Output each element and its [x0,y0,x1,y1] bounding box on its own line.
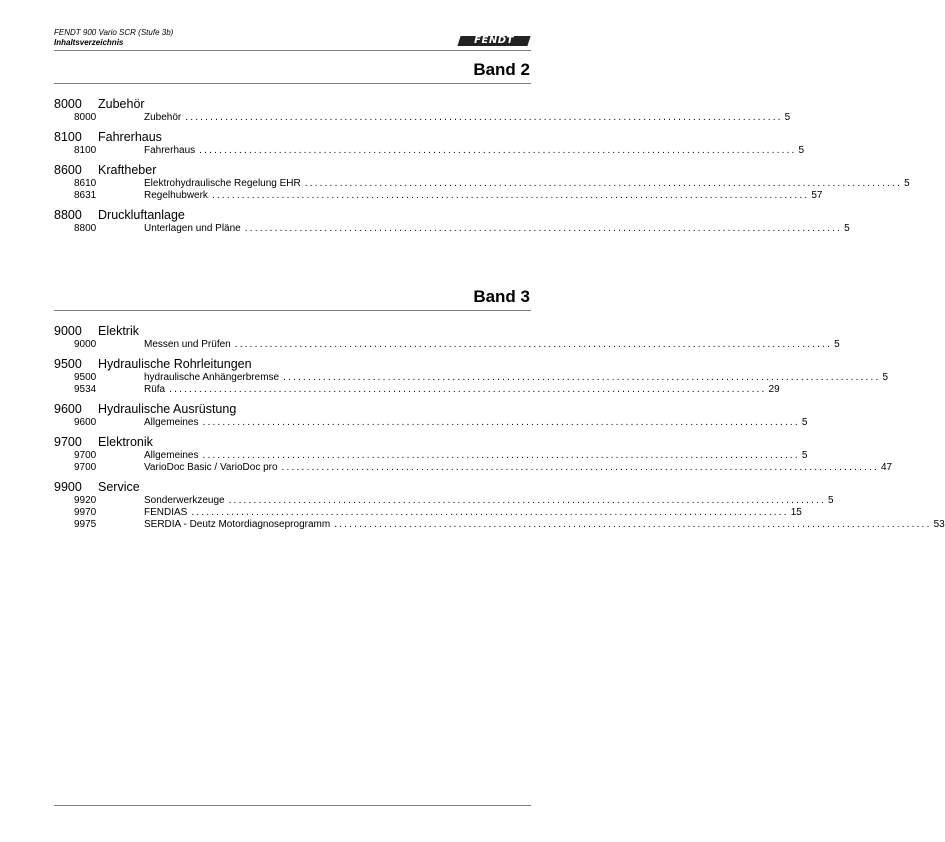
entry-page-number: 15 [790,507,802,518]
entry-title: Allgemeines [144,450,199,461]
entry-title: Rüfa [144,384,166,395]
toc-group [54,129,805,157]
dot-leader: ........................................................................................................................ [211,190,810,201]
entry-title: Messen und Prüfen [144,339,231,350]
toc-group-heading [54,162,531,178]
dot-leader: ........................................................................................................................ [191,507,789,518]
toc-entry[interactable] [54,112,791,124]
band-3-divider [54,310,531,311]
toc-entry[interactable] [54,384,780,396]
entry-page-number: 29 [768,384,780,395]
toc-group-heading [54,323,531,339]
band-2-title: Band 2 [473,60,530,79]
entry-number: 9700 [74,450,97,461]
entry-title: Allgemeines [144,417,199,428]
entry-page-number: 53 [933,519,945,530]
entry-number: 9500 [74,372,97,383]
toc-entry[interactable] [54,417,808,429]
dot-leader: ........................................................................................................................ [199,145,797,156]
entry-number: 9920 [74,495,97,506]
entry-number: 8000 [74,112,97,123]
entry-page-number: 5 [882,372,889,383]
entry-number: 9600 [74,417,97,428]
entry-title: Fahrerhaus [144,145,196,156]
toc-entry[interactable] [54,178,910,190]
toc-group-heading [54,207,531,223]
entry-number: 8800 [74,223,97,234]
group-title: Zubehör [98,97,145,111]
group-title: Hydraulische Ausrüstung [98,402,237,416]
toc-group [54,207,850,235]
document-title: FENDT 900 Vario SCR (Stufe 3b) [54,28,174,37]
entry-title: hydraulische Anhängerbremse [144,372,280,383]
group-title: Druckluftanlage [98,208,185,222]
entry-number: 8100 [74,145,97,156]
band-3-title: Band 3 [473,287,530,306]
group-number: 8000 [54,97,82,111]
dot-leader: ........................................................................................................................ [334,519,932,530]
toc-group-heading [54,434,531,450]
entry-title: Zubehör [144,112,182,123]
toc-group-heading [54,96,531,112]
entry-title: VarioDoc Basic / VarioDoc pro [144,462,278,473]
entry-page-number: 5 [904,178,910,189]
entry-number: 9534 [74,384,97,395]
toc-group-heading [54,401,531,417]
toc-entry[interactable] [54,223,850,235]
group-number: 9600 [54,402,82,416]
toc-group-heading [54,129,531,145]
entry-number: 9700 [74,462,97,473]
toc-group [54,434,893,474]
toc-entry[interactable] [54,190,823,202]
dot-leader: ........................................................................................................................ [283,372,881,383]
toc-entry[interactable] [54,462,893,474]
page-header [54,28,531,48]
toc-group-heading [54,356,531,372]
entry-title: Elektrohydraulische Regelung EHR [144,178,301,189]
dot-leader: ........................................................................................................................ [202,450,800,461]
group-title: Kraftheber [98,163,157,177]
dot-leader: ........................................................................................................................ [202,417,800,428]
dot-leader: ........................................................................................................................ [281,462,879,473]
footer-divider [54,805,531,806]
band-3-toc [54,323,945,536]
group-title: Elektronik [98,435,153,449]
fendt-logo [459,36,529,46]
entry-title: FENDIAS [144,507,188,518]
toc-group [54,479,945,531]
entry-page-number: 5 [801,417,808,428]
entry-title: SERDIA - Deutz Motordiagnoseprogramm [144,519,331,530]
toc-entry[interactable] [54,450,808,462]
group-number: 9900 [54,480,82,494]
band-2-divider [54,83,531,84]
entry-page-number: 5 [844,223,850,234]
entry-number: 9970 [74,507,97,518]
toc-entry[interactable] [54,339,840,351]
entry-page-number: 57 [811,190,823,201]
entry-number: 9000 [74,339,97,350]
group-title: Fahrerhaus [98,130,162,144]
entry-title: Sonderwerkzeuge [144,495,225,506]
group-title: Hydraulische Rohrleitungen [98,357,252,371]
group-number: 9500 [54,357,82,371]
section-title: Inhaltsverzeichnis [54,38,124,47]
entry-number: 9975 [74,519,97,530]
toc-group [54,323,840,351]
entry-page-number: 5 [834,339,840,350]
entry-page-number: 5 [784,112,791,123]
group-number: 9700 [54,435,82,449]
entry-title: Unterlagen und Pläne [144,223,241,234]
toc-group [54,356,889,396]
dot-leader: ........................................................................................................................ [244,223,843,234]
group-number: 8800 [54,208,82,222]
toc-entry[interactable] [54,145,805,157]
toc-entry[interactable] [54,372,889,384]
toc-group [54,162,910,202]
header-divider [54,50,531,51]
toc-entry[interactable] [54,507,802,519]
group-number: 8100 [54,130,82,144]
toc-entry[interactable] [54,495,834,507]
dot-leader: ........................................................................................................................ [234,339,833,350]
dot-leader: ........................................................................................................................ [304,178,903,189]
group-number: 8600 [54,163,82,177]
group-number: 9000 [54,324,82,338]
dot-leader: ........................................................................................................................ [169,384,767,395]
toc-group [54,401,808,429]
toc-entry[interactable] [54,519,945,531]
entry-page-number: 47 [880,462,893,473]
entry-number: 8631 [74,190,97,201]
toc-group-heading [54,479,531,495]
dot-leader: ........................................................................................................................ [185,112,783,123]
entry-page-number: 5 [828,495,834,506]
band-2-toc [54,96,910,240]
entry-title: Regelhubwerk [144,190,208,201]
entry-page-number: 5 [801,450,808,461]
group-title: Service [98,480,140,494]
group-title: Elektrik [98,324,139,338]
logo-text: FENDT [474,35,514,46]
toc-group [54,96,791,124]
entry-number: 8610 [74,178,97,189]
entry-page-number: 5 [798,145,805,156]
dot-leader: ........................................................................................................................ [228,495,827,506]
